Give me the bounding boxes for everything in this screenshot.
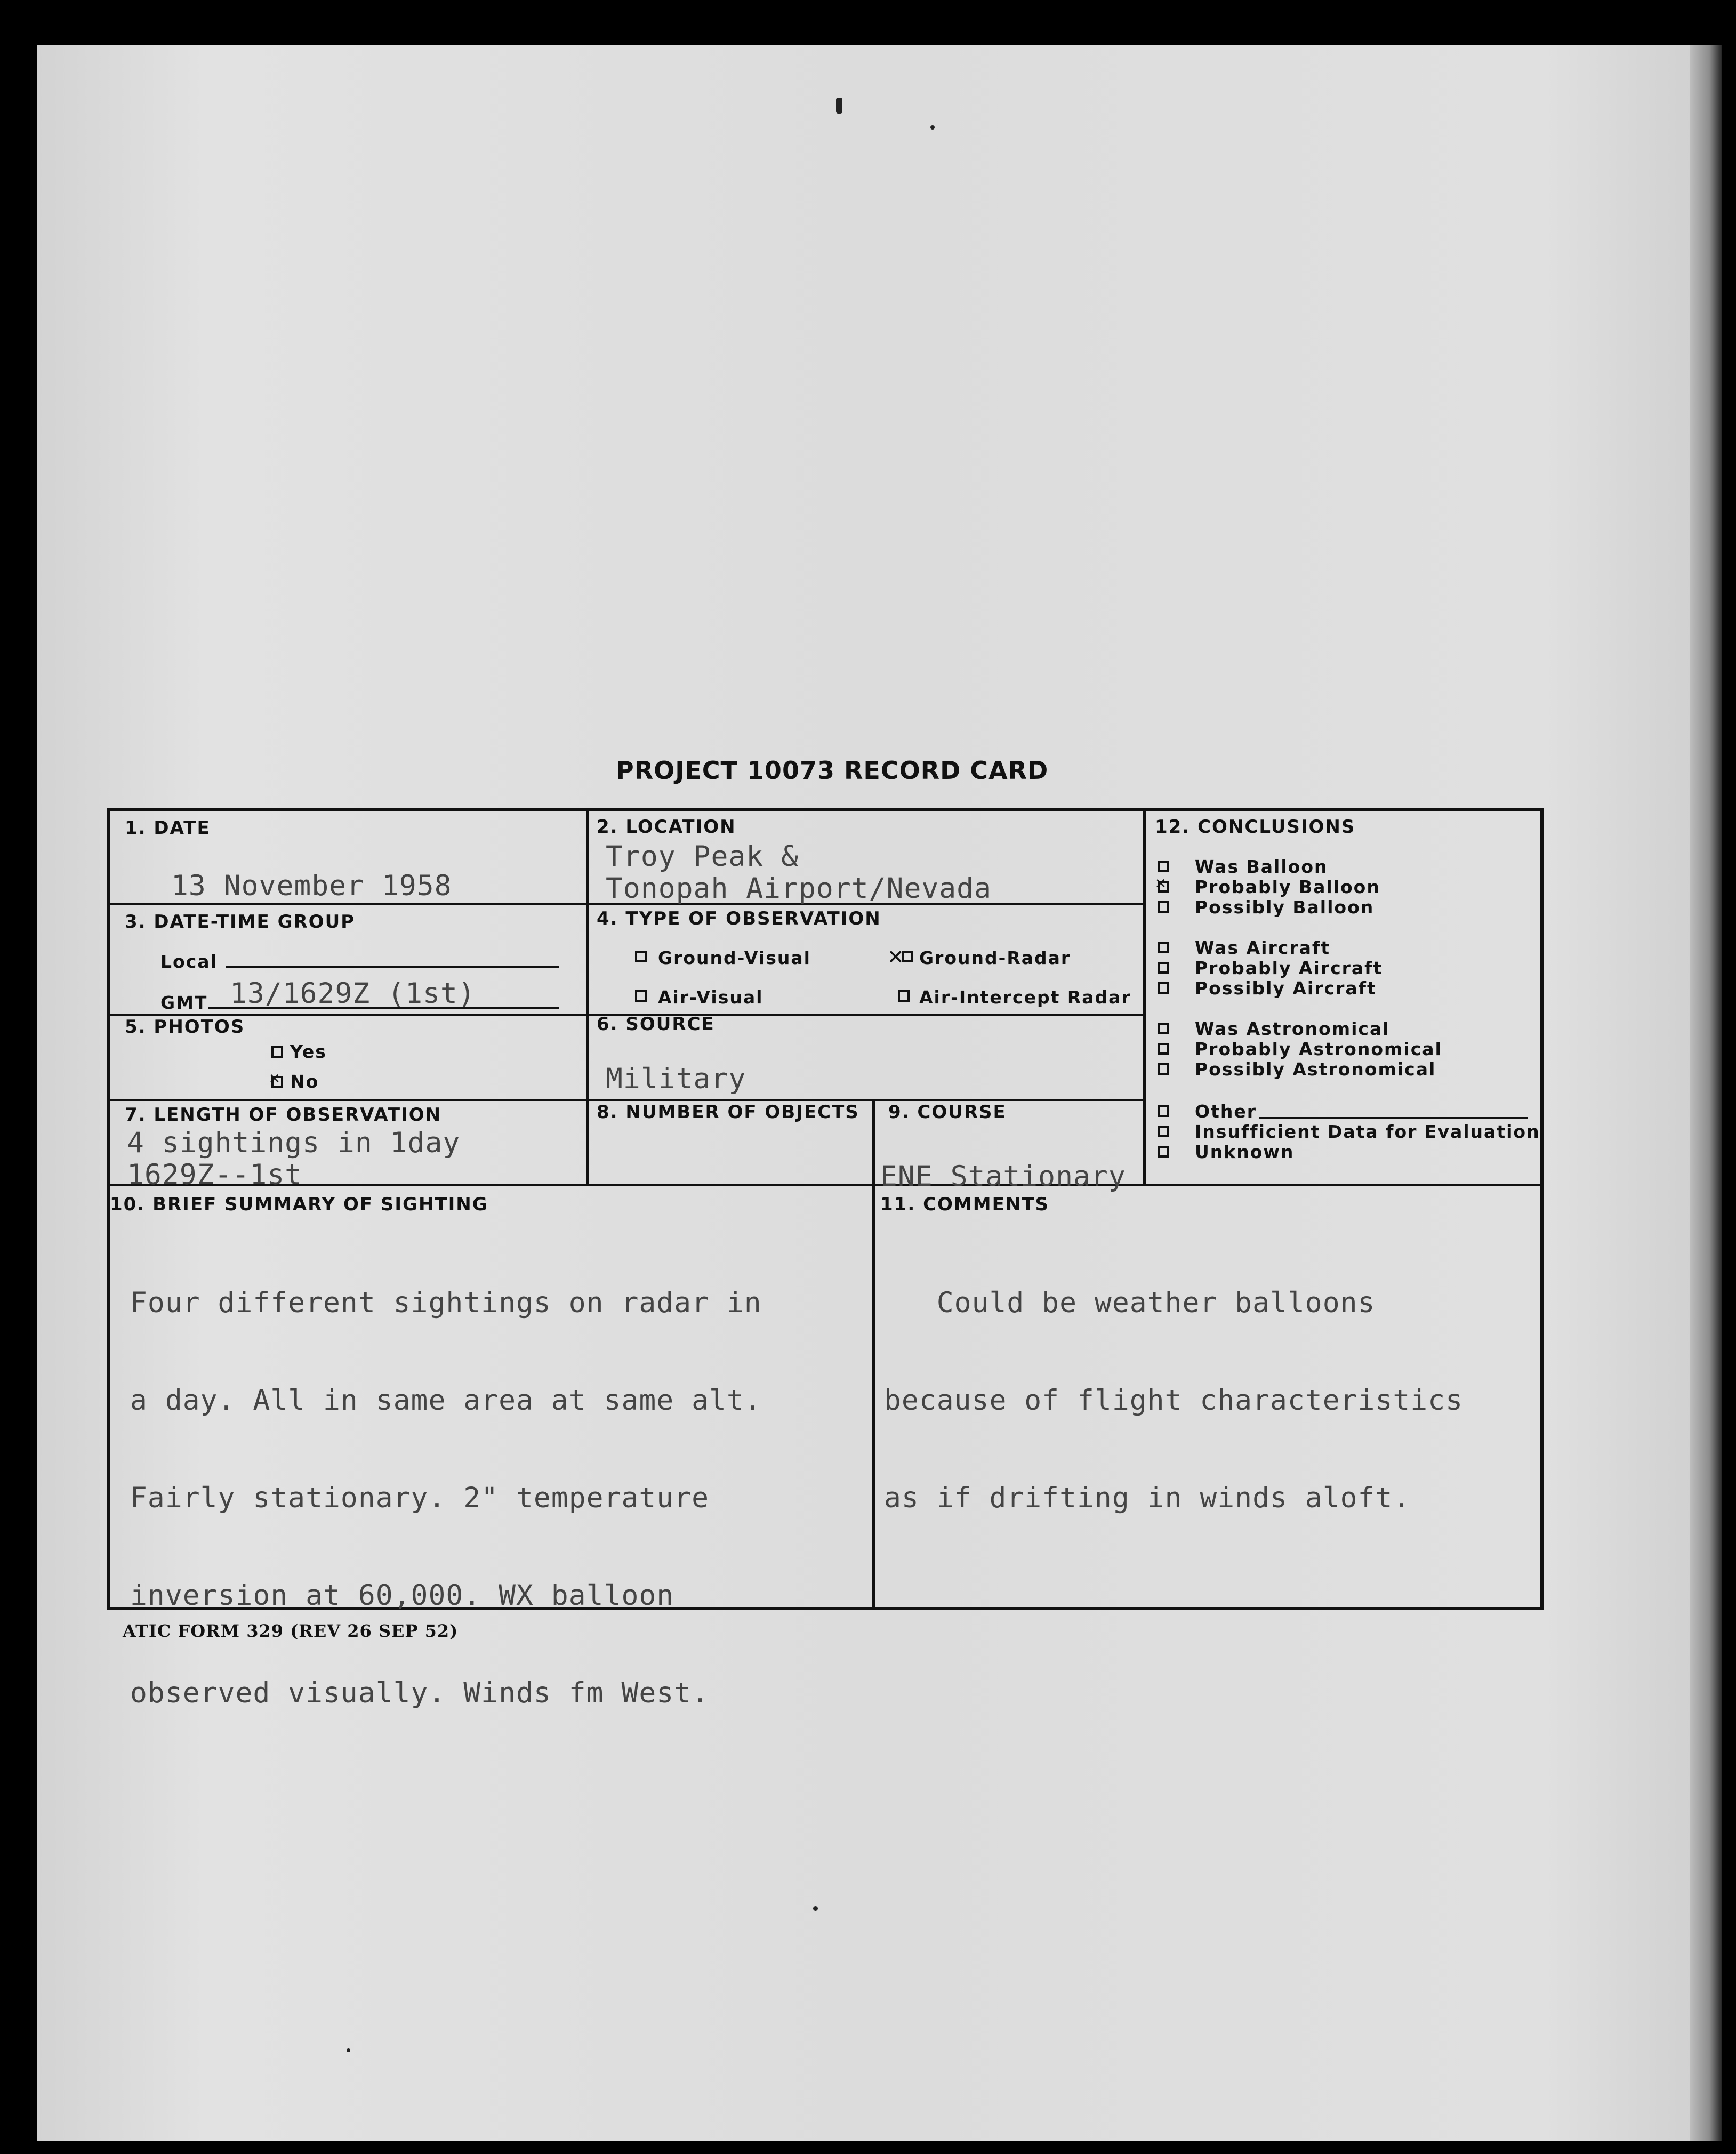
other-checkbox[interactable]: [1158, 1105, 1169, 1117]
was-balloon-label: Was Balloon: [1195, 856, 1328, 877]
film-speck: [930, 125, 935, 130]
length-label: 7. LENGTH OF OBSERVATION: [125, 1104, 442, 1126]
date-time-group-label: 3. DATE-TIME GROUP: [125, 911, 356, 933]
divider-course: [872, 1099, 875, 1608]
summary-line: Fairly stationary. 2" temperature: [130, 1482, 709, 1514]
local-time-line: [226, 966, 559, 968]
comments-line: because of flight characteristics: [884, 1384, 1463, 1417]
unknown-label: Unknown: [1195, 1142, 1295, 1162]
ground-visual-checkbox[interactable]: [635, 951, 647, 962]
possibly-astronomical-label: Possibly Astronomical: [1195, 1059, 1436, 1080]
form-number: ATIC FORM 329 (REV 26 SEP 52): [123, 1621, 459, 1641]
air-intercept-radar-checkbox[interactable]: [898, 990, 910, 1002]
probably-astronomical-checkbox[interactable]: [1158, 1043, 1169, 1055]
summary-line: a day. All in same area at same alt.: [130, 1384, 762, 1417]
divider-row-4: [110, 1184, 1540, 1186]
film-speck: [347, 2048, 350, 2052]
summary-line: inversion at 60,000. WX balloon: [130, 1579, 674, 1612]
comments-label: 11. COMMENTS: [880, 1194, 1049, 1215]
probably-aircraft-label: Probably Aircraft: [1195, 958, 1383, 978]
photos-no-label: No: [290, 1071, 319, 1092]
comments-text: [884, 1221, 1463, 1579]
film-speck: [836, 98, 842, 114]
unknown-checkbox[interactable]: [1158, 1146, 1169, 1158]
conclusions-label: 12. CONCLUSIONS: [1155, 816, 1356, 838]
air-visual-checkbox[interactable]: [635, 990, 647, 1002]
divider-row-3: [110, 1099, 1144, 1101]
ground-visual-label: Ground-Visual: [658, 947, 811, 968]
summary-line: Four different sightings on radar in: [130, 1287, 762, 1319]
probably-aircraft-checkbox[interactable]: [1158, 962, 1169, 974]
film-edge: [1690, 45, 1722, 2141]
probably-astronomical-label: Probably Astronomical: [1195, 1039, 1442, 1059]
date-value: 13 November 1958: [171, 870, 452, 902]
number-of-objects-label: 8. NUMBER OF OBJECTS: [597, 1102, 859, 1123]
probably-balloon-label: Probably Balloon: [1195, 877, 1380, 897]
insufficient-data-label: Insufficient Data for Evaluation: [1195, 1121, 1540, 1142]
course-value: ENE Stationary: [880, 1160, 1126, 1193]
checkmark-x-icon: ✕: [1155, 876, 1168, 892]
photos-yes-checkbox[interactable]: [271, 1046, 283, 1058]
location-label: 2. LOCATION: [597, 816, 736, 838]
length-value-line2: 1629Z--1st: [127, 1159, 303, 1191]
photos-label: 5. PHOTOS: [125, 1016, 245, 1038]
course-label: 9. COURSE: [888, 1102, 1007, 1123]
film-speck: [813, 1906, 818, 1911]
was-aircraft-label: Was Aircraft: [1195, 937, 1330, 958]
other-label: Other: [1195, 1101, 1257, 1122]
date-label: 1. DATE: [125, 817, 211, 839]
summary-text: [130, 1221, 762, 1774]
comments-line: Could be weather balloons: [884, 1287, 1376, 1319]
was-astronomical-label: Was Astronomical: [1195, 1018, 1390, 1039]
photos-yes-label: Yes: [290, 1041, 327, 1062]
was-astronomical-checkbox[interactable]: [1158, 1023, 1169, 1034]
possibly-astronomical-checkbox[interactable]: [1158, 1063, 1169, 1075]
air-visual-label: Air-Visual: [658, 987, 763, 1008]
gmt-label: GMT: [160, 992, 208, 1013]
divider-col-b: [1143, 811, 1146, 1184]
insufficient-data-checkbox[interactable]: [1158, 1126, 1169, 1137]
summary-line: observed visually. Winds fm West.: [130, 1677, 709, 1709]
was-aircraft-checkbox[interactable]: [1158, 942, 1169, 953]
source-value: Military: [606, 1063, 746, 1095]
summary-label: 10. BRIEF SUMMARY OF SIGHTING: [110, 1194, 488, 1215]
length-value-line1: 4 sightings in 1day: [127, 1127, 461, 1159]
local-time-label: Local: [160, 951, 218, 972]
possibly-aircraft-label: Possibly Aircraft: [1195, 978, 1377, 999]
location-value-line1: Troy Peak &: [606, 840, 799, 873]
card-title: PROJECT 10073 RECORD CARD: [616, 756, 1049, 785]
divider-col-a: [586, 811, 589, 1184]
other-line: [1259, 1117, 1528, 1119]
air-intercept-radar-label: Air-Intercept Radar: [919, 987, 1131, 1008]
checkmark-x-icon: ✕: [269, 1071, 282, 1087]
observation-type-label: 4. TYPE OF OBSERVATION: [597, 908, 881, 929]
possibly-balloon-label: Possibly Balloon: [1195, 897, 1375, 918]
gmt-value: 13/1629Z (1st): [230, 977, 476, 1010]
was-balloon-checkbox[interactable]: [1158, 861, 1169, 872]
comments-line: as if drifting in winds aloft.: [884, 1482, 1411, 1514]
ground-radar-label: Ground-Radar: [919, 947, 1071, 968]
checkmark-x-icon: ✕: [887, 945, 905, 969]
possibly-balloon-checkbox[interactable]: [1158, 901, 1169, 913]
location-value-line2: Tonopah Airport/Nevada: [606, 872, 992, 905]
source-label: 6. SOURCE: [597, 1014, 715, 1035]
possibly-aircraft-checkbox[interactable]: [1158, 982, 1169, 994]
